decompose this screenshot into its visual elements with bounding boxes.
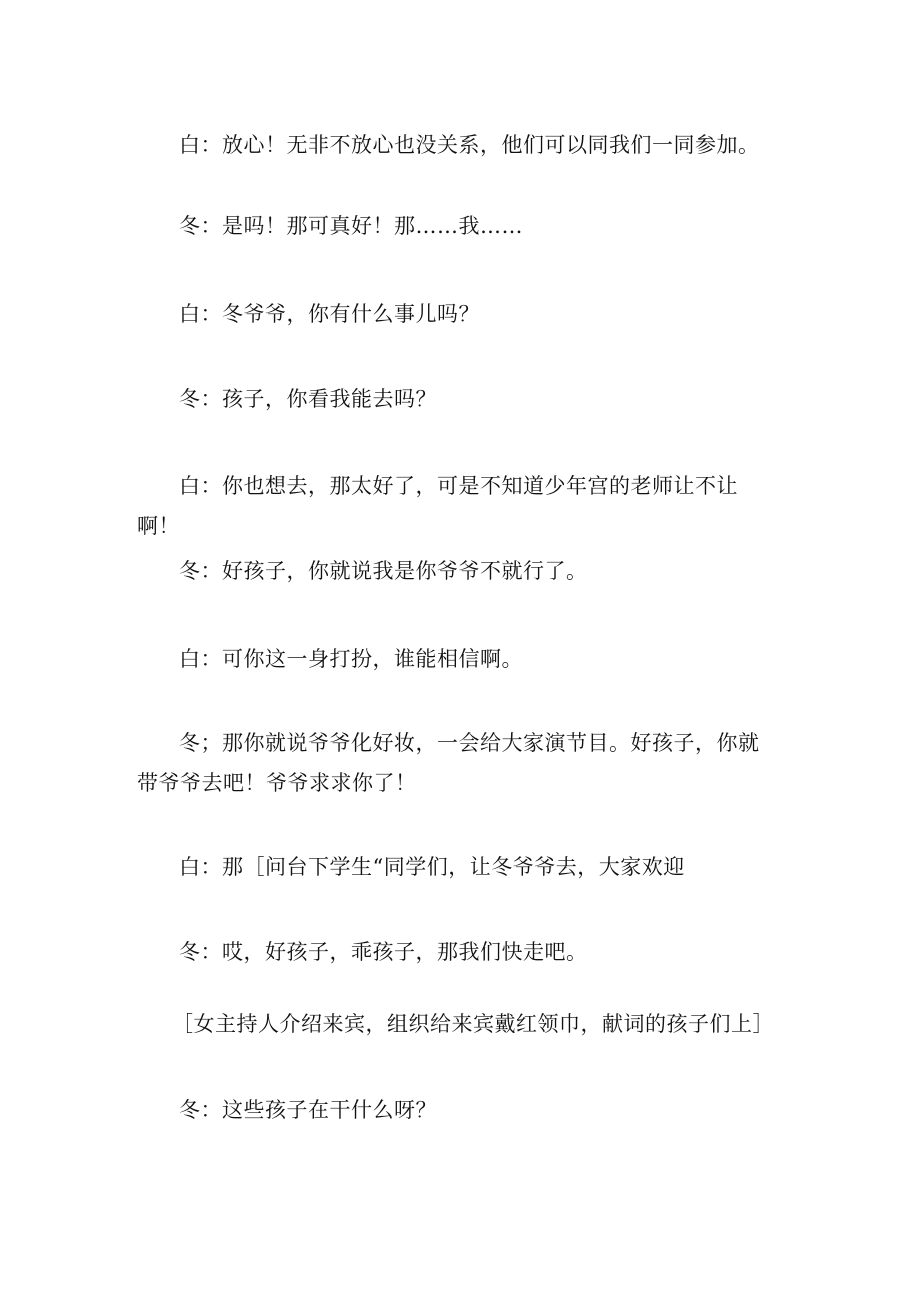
dialogue-line: 冬：好孩子，你就说我是你爷爷不就行了。 (179, 559, 588, 583)
dialogue-line: 白：冬爷爷，你有什么事儿吗？ (179, 302, 480, 326)
stage-direction: ［女主持人介绍来宾，组织给来宾戴红领巾，献词的孩子们上］ (172, 1012, 774, 1036)
dialogue-line: 冬：哎，好孩子，乖孩子，那我们快走吧。 (179, 940, 588, 964)
dialogue-line: 白：你也想去，那太好了，可是不知道少年宫的老师让不让啊！ (137, 474, 738, 538)
dialogue-line: 白：可你这一身打扮，谁能相信啊。 (179, 647, 523, 671)
dialogue-line: 冬：是吗！那可真好！那……我…… (179, 214, 523, 238)
dialogue-line: 冬：这些孩子在干什么呀？ (179, 1098, 437, 1122)
dialogue-line: 白：放心！无非不放心也没关系，他们可以同我们一同参加。 (179, 133, 760, 157)
dialogue-line: 冬：孩子，你看我能去吗？ (179, 387, 437, 411)
dialogue-line: 冬；那你就说爷爷化好妆，一会给大家演节目。好孩子，你就带爷爷去吧！爷爷求求你了！ (137, 731, 760, 795)
dialogue-line: 白：那［问台下学生“同学们，让冬爷爷去，大家欢迎 (179, 855, 685, 879)
